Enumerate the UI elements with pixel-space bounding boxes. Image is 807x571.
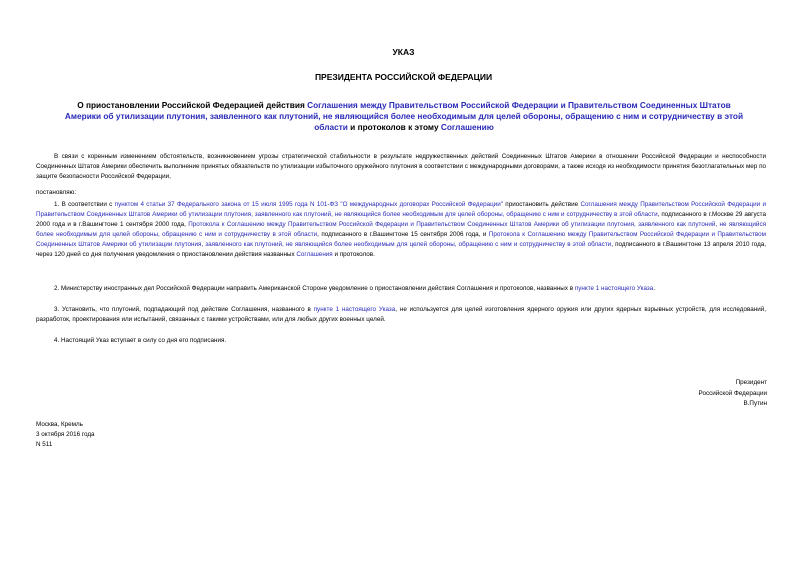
heading-text-2: и протоколов к этому xyxy=(347,122,441,132)
signature-name: В.Путин xyxy=(743,400,767,407)
date-text: 3 октября 2016 года xyxy=(36,431,95,438)
p1-text-f: и протоколов. xyxy=(332,251,375,258)
decree-heading xyxy=(60,100,748,133)
protocol-2006-link[interactable]: Протокола к Соглашению между Правительством Российской Федерации и Правительством Соединенных Штатов Америки об утилизации плутония, заявленного как плутоний, не являющийся более необходимым для целей обороны, обращению с ним и сотрудничеству в этой области xyxy=(36,221,767,238)
paragraph-4 xyxy=(36,336,766,346)
preamble-paragraph xyxy=(36,152,766,182)
p1-text-b: приостановить действие xyxy=(502,201,581,208)
agreement-short-link[interactable]: Соглашения xyxy=(296,251,333,258)
signature-block xyxy=(699,378,767,410)
point-1-link-2[interactable]: пункте 1 настоящего Указа xyxy=(313,306,396,313)
decree-word-text: постановляю: xyxy=(36,189,77,196)
agreement-2000-link[interactable]: Соглашения между Правительством Российской Федерации и Правительством Соединенных Штатов Америки об утилизации плутония, заявленного как плутоний, не являющийся более необходимым для целей обороны, обращению с ним и сотрудничеству в этой области xyxy=(36,201,767,218)
p3-text-a: 3. Установить, что плутоний, подпадающий под действие Соглашения, названного в xyxy=(54,306,314,313)
agreement-link-short[interactable]: Соглашению xyxy=(440,122,494,132)
p1-text-c: , подписанного в г.Москве 29 августа 2000 года и в г.Вашингтоне 1 сентября 2000 года, xyxy=(36,211,766,228)
point-1-link[interactable]: пункте 1 настоящего Указа xyxy=(574,285,654,292)
document-title: УКАЗ xyxy=(392,47,415,57)
p4-text: 4. Настоящий Указ вступает в силу со дня его подписания. xyxy=(54,337,227,344)
heading-text: О приостановлении Российской Федерацией действия xyxy=(77,100,308,110)
preamble-text: В связи с коренным изменением обстоятельств, возникновением угрозы стратегической стабильности в результате недружественных действий Соединенных Штатов Америки в отношении Российской Федерации и неспособности Соединенных Штатов Америки обеспечить выполнение принятых обязательств по утилизации избыточного оружейного плутония в соответствии с международными договорами, а также исходя из необходимости принятия безотлагательных мер по защите безопасности Российской Федерации, xyxy=(36,153,766,180)
paragraph-2 xyxy=(36,284,766,294)
p1-text-d: , подписанного в г.Вашингтоне 15 сентября 2006 года, и xyxy=(317,231,489,238)
paragraph-3 xyxy=(36,305,766,325)
p3-text-b: , не используется для целей изготовления ядерного оружия или других ядерных взрывных устройств, для исследований, разработок, проектирования или испытаний, связанных с такими устройствами, или для любых других военных целей. xyxy=(36,306,766,323)
federal-law-link[interactable]: пунктом 4 статьи 37 Федерального закона от 15 июля 1995 года N 101-ФЗ "О международных договорах Российской Федерации" xyxy=(114,201,503,208)
p1-text-a: 1. В соответствии с xyxy=(54,201,115,208)
p2-text-b: . xyxy=(653,285,656,292)
signature-country: Российской Федерации xyxy=(698,389,767,397)
paragraph-1 xyxy=(36,200,766,260)
p1-text-e: , подписанного в г.Вашингтоне 13 апреля 2010 года, через 120 дней со дня получения уведомления о приостановлении действия названных xyxy=(36,241,766,258)
place-date-block xyxy=(36,420,95,450)
signature-title: Президент xyxy=(735,379,767,386)
place-text: Москва, Кремль xyxy=(36,421,83,428)
agreement-link[interactable]: Соглашения между Правительством Российской Федерации и Правительством Соединенных Штатов Америки об утилизации плутония, заявленного как плутоний, не являющийся более необходимым для целей обороны, обращению с ним и сотрудничеству в этой области xyxy=(64,100,744,132)
decree-number: N 511 xyxy=(36,441,53,448)
document-subtitle: ПРЕЗИДЕНТА РОССИЙСКОЙ ФЕДЕРАЦИИ xyxy=(314,72,493,82)
protocol-2010-link[interactable]: Протокола к Соглашению между Правительством Российской Федерации и Правительством Соединенных Штатов Америки об утилизации плутония, заявленного как плутоний, не являющийся более необходимым для целей обороны, обращению с ним и сотрудничеству в этой области xyxy=(36,231,766,248)
p2-text-a: 2. Министерству иностранных дел Российской Федерации направить Американской Стороне уведомление о приостановлении действия Соглашения и протоколов, названных в xyxy=(54,285,575,292)
decree-word xyxy=(36,188,766,198)
